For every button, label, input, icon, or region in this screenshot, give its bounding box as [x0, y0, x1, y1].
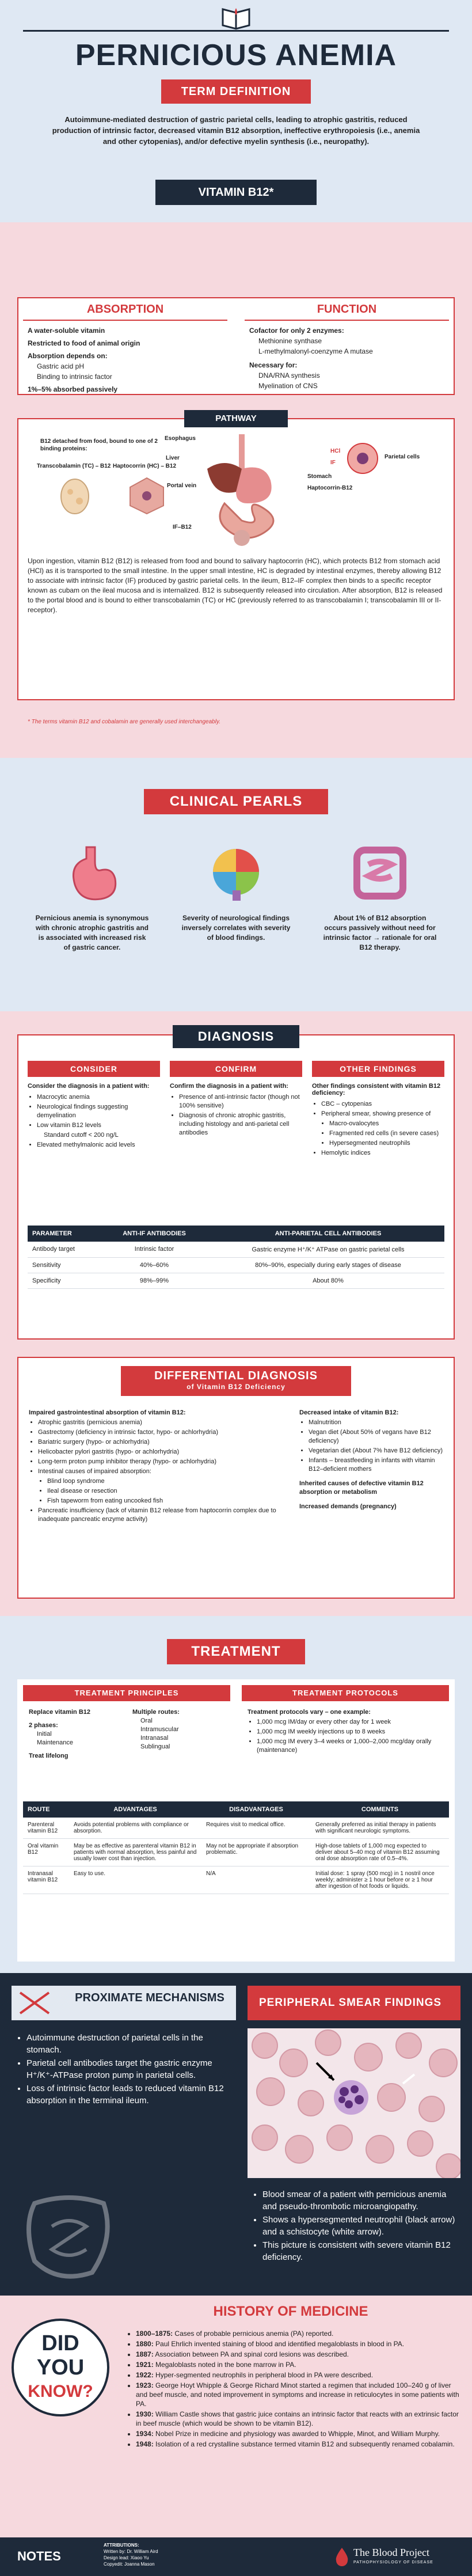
absorption-item: Restricted to food of animal origin: [28, 339, 140, 347]
differential-item: • Ileal disease or resection: [47, 1487, 282, 1496]
history-item: [136, 2440, 460, 2449]
pathway-banner: PATHWAY: [184, 410, 288, 427]
table-cell: High-dose tablets of 1,000 mcg expected to deliver about 5–40 mcg of vitamin B12 assuming oral dose absorption rate of 0.5–4%.: [311, 1839, 449, 1866]
confirm-lead: Confirm the diagnosis in a patient with:: [170, 1083, 288, 1090]
function-item: DNA/RNA synthesis: [258, 371, 320, 380]
badge-line: DID: [41, 2331, 79, 2355]
pathway-label-esophagus: Esophagus: [165, 435, 196, 442]
stomach-icon: [63, 844, 121, 902]
notes-label: NOTES: [17, 2549, 61, 2563]
pathway-label-hcl: HCl: [330, 448, 341, 454]
did-you-know-badge: [12, 2319, 109, 2416]
treatment-section: [0, 1616, 472, 1973]
consider-item: • Low vitamin B12 levels: [37, 1121, 160, 1130]
differential-item: • Atrophic gastritis (pernicious anemia): [38, 1418, 282, 1427]
brain-icon: [207, 844, 265, 902]
mechanisms-title: PROXIMATE MECHANISMS: [75, 1991, 224, 2004]
principle-item: Initial: [37, 1731, 52, 1737]
differential-right-inherited: Inherited causes of defective vitamin B12 absorption or metabolism: [299, 1480, 424, 1496]
history-year: 1800–1875:: [136, 2330, 173, 2338]
history-year: 1948:: [136, 2440, 154, 2448]
pathway-label-portal: Portal vein: [167, 483, 197, 489]
consider-title: CONSIDER: [28, 1061, 160, 1077]
history-text: Megaloblasts noted in the bone marrow in PA.: [155, 2361, 296, 2369]
history-item: [136, 2410, 460, 2428]
table-cell: Specificity: [28, 1273, 97, 1289]
table-cell: Easy to use.: [69, 1866, 201, 1894]
confirm-title: CONFIRM: [170, 1061, 302, 1077]
smear-title: PERIPHERAL SMEAR FINDINGS: [248, 1986, 460, 2020]
absorption-item: Absorption depends on:: [28, 352, 108, 360]
history-item: [136, 2381, 460, 2408]
absorption-item: Binding to intrinsic factor: [37, 373, 112, 381]
table-cell: Oral vitamin B12: [23, 1839, 69, 1866]
term-banner: TERM DEFINITION: [161, 79, 311, 104]
mechanism-item: • Loss of intrinsic factor leads to reduced vitamin B12 absorption in the terminal ileum.: [26, 2082, 224, 2107]
function-item: L-methylmalonyl-coenzyme A mutase: [258, 347, 373, 355]
table-cell: About 80%: [212, 1273, 444, 1289]
copyedit-label: Copyedit:: [104, 2562, 123, 2567]
history-item: [136, 2339, 460, 2349]
principle-item: Intramuscular: [140, 1726, 179, 1733]
header-rule: [23, 30, 449, 32]
history-year: 1923:: [136, 2381, 154, 2389]
differential-item: • Blind loop syndrome: [47, 1477, 282, 1486]
history-text: Paul Ehrlich invented staining of blood and identified megaloblasts in blood in PA.: [155, 2340, 405, 2348]
route-table-wrap: [23, 1801, 449, 1894]
book-icon: [220, 5, 252, 30]
blood-project-logo-icon: [334, 2547, 350, 2566]
protocol-item: • 1,000 mcg IM weekly injections up to 8 weeks: [257, 1728, 443, 1736]
table-cell: Initial dose: 1 spray (500 mcg) in 1 nostril once weekly; administer ≥ 1 hour before or ≥ 1 hour after ingestion of hot foods or liquids.: [311, 1866, 449, 1894]
principles-left: [29, 1708, 127, 1761]
bone-icon: [52, 476, 98, 516]
digestive-tract-icon: [184, 434, 299, 549]
table-cell: Intrinsic factor: [97, 1242, 212, 1258]
function-title: FUNCTION: [317, 303, 377, 316]
principle-item: Intranasal: [140, 1735, 169, 1742]
differential-item: • Pancreatic insufficiency (lack of vitamin B12 release from haptocorrin complex due to inadequate pancreatic enzyme activity): [38, 1507, 282, 1524]
mechanisms-header: [12, 1986, 236, 2020]
smear-item: • This picture is consistent with severe vitamin B12 deficiency.: [262, 2239, 460, 2263]
pearls-section: [0, 758, 472, 1011]
smear-item: • Shows a hypersegmented neutrophil (black arrow) and a schistocyte (white arrow).: [262, 2214, 460, 2238]
differential-left: [29, 1409, 282, 1525]
written-by-label: Written by:: [104, 2549, 126, 2554]
table-row: [28, 1242, 444, 1258]
antibody-table-header: PARAMETER: [28, 1226, 97, 1242]
table-cell: 98%–99%: [97, 1273, 212, 1289]
table-cell: 40%–60%: [97, 1258, 212, 1273]
history-item: [136, 2329, 460, 2338]
differential-subtitle: of Vitamin B12 Deficiency: [186, 1383, 286, 1391]
absorption-item: Gastric acid pH: [37, 362, 85, 370]
pathway-label-bound: B12 detached from food, bound to one of 2 binding proteins:: [40, 438, 158, 452]
table-row: [23, 1839, 449, 1866]
table-cell: Antibody target: [28, 1242, 97, 1258]
history-text: Nobel Prize in medicine and physiology was awarded to Whipple, Minot, and William Murphy.: [155, 2430, 440, 2438]
footer: [0, 2537, 472, 2576]
history-text: Association between PA and spinal cord lesions was described.: [155, 2350, 349, 2358]
other-item: • Peripheral smear, showing presence of: [321, 1110, 444, 1118]
other-title: OTHER FINDINGS: [312, 1061, 444, 1077]
table-cell: 80%–90%, especially during early stages of disease: [212, 1258, 444, 1273]
principle-item: Maintenance: [37, 1739, 73, 1746]
differential-right-demands: Increased demands (pregnancy): [299, 1503, 397, 1510]
differential-right: [299, 1409, 443, 1511]
antibody-table-header: ANTI-IF ANTIBODIES: [97, 1226, 212, 1242]
protocol-item: • 1,000 mcg IM/day or every other day for 1 week: [257, 1718, 443, 1727]
design-label: Design lead:: [104, 2555, 130, 2560]
route-table: [23, 1801, 449, 1894]
principle-item: Replace vitamin B12: [29, 1709, 90, 1716]
history-item: [136, 2429, 460, 2438]
absorption-item: A water-soluble vitamin: [28, 327, 105, 335]
badge-line: YOU: [36, 2355, 85, 2380]
mechanism-item: • Parietal cell antibodies target the gastric enzyme H⁺/K⁺-ATPase proton pump in parietal cells.: [26, 2057, 224, 2081]
principle-item: Sublingual: [140, 1743, 170, 1750]
other-lead: Other findings consistent with vitamin B12 deficiency:: [312, 1083, 441, 1097]
definition-text: Autoimmune-mediated destruction of gastric parietal cells, leading to atrophic gastritis, reduced production of intrinsic factor, decreased vitamin B12 absorption, ineffective erythropoiesis (i.e., anemia and other cytopenias), and/or defective myelin synthesis (i.e., neuropathy).: [52, 115, 420, 146]
differential-banner: [121, 1366, 351, 1396]
pathway-label-tc: Transcobalamin (TC) – B12: [37, 463, 111, 469]
absorption-item: 1%–5% absorbed passively: [28, 385, 118, 393]
principle-item: 2 phases:: [29, 1722, 58, 1729]
history-year: 1880:: [136, 2340, 154, 2348]
consider-item: • Macrocytic anemia: [37, 1093, 160, 1102]
diagnosis-banner: DIAGNOSIS: [173, 1025, 299, 1048]
antibody-table-header: ANTI-PARIETAL CELL ANTIBODIES: [212, 1226, 444, 1242]
other-item: • CBC – cytopenias: [321, 1100, 444, 1109]
attributions: [104, 2542, 158, 2567]
differential-title: DIFFERENTIAL DIAGNOSIS: [154, 1369, 318, 1382]
pathway-label-if: IF: [330, 460, 336, 466]
function-item: Necessary for:: [249, 361, 298, 369]
table-cell: Intranasal vitamin B12: [23, 1866, 69, 1894]
pathway-label-hc: Haptocorrin (HC) – B12: [113, 463, 177, 469]
history-text: William Castle shows that gastric juice contains an intrinsic factor that reacts with an extrinsic factor in beef muscle (which would be shown to be vitamin B12).: [136, 2410, 459, 2427]
differential-item: • Infants – breastfeeding in infants with vitamin B12–deficient mothers: [309, 1456, 443, 1474]
differential-item: • Bariatric surgery (hypo- or achlorhydria): [38, 1438, 282, 1447]
history-list: [127, 2328, 460, 2450]
logo-subtext: PATHOPHYSIOLOGY OF DISEASE: [353, 2560, 433, 2564]
history-text: Isolation of a red crystalline substance termed vitamin B12 and subsequently renamed cobalamin.: [155, 2440, 455, 2448]
differential-item: • Intestinal causes of impaired absorption:: [38, 1467, 282, 1476]
history-item: [136, 2350, 460, 2359]
blood-smear-image: [248, 2028, 460, 2178]
mechanism-item: • Autoimmune destruction of parietal cells in the stomach.: [26, 2032, 224, 2056]
consider-panel: [28, 1061, 160, 1151]
history-year: 1887:: [136, 2350, 154, 2358]
differential-item: • Helicobacter pylori gastritis (hypo- or achlorhydria): [38, 1448, 282, 1456]
table-cell: May be as effective as parenteral vitamin B12 in patients with normal absorption, less painful and usually lower cost than injection.: [69, 1839, 201, 1866]
smear-list: [253, 2187, 460, 2264]
other-item: • Hemolytic indices: [321, 1149, 444, 1158]
pathway-label-ifb12: IF–B12: [173, 524, 192, 530]
function-item: Cofactor for only 2 enzymes:: [249, 327, 344, 335]
pearls-banner: CLINICAL PEARLS: [144, 789, 328, 814]
table-cell: N/A: [201, 1866, 311, 1894]
differential-item: • Fish tapeworm from eating uncooked fish: [47, 1497, 282, 1505]
table-cell: Parenteral vitamin B12: [23, 1818, 69, 1839]
differential-item: • Vegan diet (About 50% of vegans have B12 deficiency): [309, 1428, 443, 1446]
vitamin-section: [0, 222, 472, 758]
pearl-item: Pernicious anemia is synonymous with chronic atrophic gastritis and is associated with increased risk of gastric cancer.: [35, 914, 149, 951]
table-cell: Avoids potential problems with compliance or absorption.: [69, 1818, 201, 1839]
history-text: Cases of probable pernicious anemia (PA) reported.: [174, 2330, 334, 2338]
confirm-item: • Diagnosis of chronic atrophic gastritis, including histology and anti-parietal cell antibodies: [179, 1111, 302, 1137]
confirm-panel: [170, 1061, 302, 1139]
route-table-header: ADVANTAGES: [69, 1801, 201, 1818]
mechanisms-smear-section: [0, 1973, 472, 2296]
function-item: Myelination of CNS: [258, 382, 318, 390]
principles-right: [132, 1708, 230, 1751]
consider-item: Standard cutoff < 200 ng/L: [44, 1132, 119, 1139]
other-panel: [312, 1061, 444, 1159]
table-row: [28, 1258, 444, 1273]
principle-item: Multiple routes:: [132, 1709, 180, 1716]
history-item: [136, 2360, 460, 2369]
parietal-cell-icon: [345, 441, 380, 476]
table-row: [23, 1818, 449, 1839]
principle-item: Oral: [140, 1717, 153, 1724]
intestine-illustration: [23, 2192, 115, 2284]
differential-right-lead: Decreased intake of vitamin B12:: [299, 1409, 399, 1416]
table-row: [23, 1866, 449, 1894]
history-item: [136, 2370, 460, 2380]
differential-item: • Malnutrition: [309, 1418, 443, 1427]
confirm-item: • Presence of anti-intrinsic factor (though not 100% sensitive): [179, 1093, 302, 1110]
pathway-label-stomach: Stomach: [307, 473, 332, 480]
consider-item: • Elevated methylmalonic acid levels: [37, 1141, 160, 1149]
history-year: 1934:: [136, 2430, 154, 2438]
table-cell: Sensitivity: [28, 1258, 97, 1273]
copyedit-value: Joanna Mason: [124, 2562, 155, 2567]
route-table-header: ROUTE: [23, 1801, 69, 1818]
written-by-value: Dr. William Aird: [127, 2549, 158, 2554]
antibody-table-wrap: [28, 1226, 444, 1289]
consider-lead: Consider the diagnosis in a patient with:: [28, 1083, 150, 1090]
consider-item: • Neurological findings suggesting demyelination: [37, 1103, 160, 1120]
differential-item: • Vegetarian diet (About 7% have B12 deficiency): [309, 1447, 443, 1455]
history-text: George Hoyt Whipple & George Richard Minot started a regimen that included 100–240 g of liver and beef muscle, and noted improvement in symptoms and increase in reticulocytes in some patients with PA.: [136, 2381, 459, 2408]
antibody-table: [28, 1226, 444, 1289]
protocol-item: • 1,000 mcg IM every 3–4 weeks or 1,000–2,000 mcg/day orally (maintenance): [257, 1737, 443, 1755]
diagnosis-section: [0, 1011, 472, 1616]
other-item: • Fragmented red cells (in severe cases): [329, 1129, 444, 1138]
principle-item: Treat lifelong: [29, 1752, 68, 1759]
page-title: PERNICIOUS ANEMIA: [75, 39, 397, 72]
history-section: [0, 2296, 472, 2537]
differential-left-lead: Impaired gastrointestinal absorption of vitamin B12:: [29, 1409, 186, 1416]
history-text: Hyper-segmented neutrophils in peripheral blood in PA were described.: [155, 2371, 374, 2379]
pathway-label-hapto2: Haptocorrin-B12: [307, 485, 353, 491]
protocols-lead: Treatment protocols vary – one example:: [248, 1709, 371, 1716]
smear-item: • Blood smear of a patient with pernicious anemia and pseudo-thrombotic microangiopathy.: [262, 2188, 460, 2213]
table-cell: Generally preferred as initial therapy in patients with significant neurologic symptoms.: [311, 1818, 449, 1839]
pathway-footnote: * The terms vitamin B12 and cobalamin are generally used interchangeably.: [28, 719, 220, 725]
intestine-icon: [351, 844, 409, 902]
pathway-text: Upon ingestion, vitamin B12 (B12) is released from food and bound to salivary haptocorrin (HC), which protects B12 from stomach acid (HCl) as it is transported to the small intestine. In the upper small intestine, HC is degraded by intestinal enzymes, thereby allowing B12 to associate with intrinsic factor (IF) produced by gastric parietal cells. In the ileum, B12–IF complex then binds to a specific receptor known as cubam on the ileal mucosa and is internalized. B12 is subsequently released into circulation. After absorption, B12 is released to the portal blood and is bound to either transcobalamin (TC) or HC (previously referred to as transcobalamin I; transcobalamin III or II-receptor).: [28, 557, 443, 614]
treatment-banner: TREATMENT: [167, 1639, 305, 1664]
principles-title: TREATMENT PRINCIPLES: [23, 1685, 230, 1701]
absorption-panel: [23, 303, 227, 394]
header-section: [0, 0, 472, 222]
protocols-body: [248, 1708, 443, 1756]
dna-icon: [17, 1990, 52, 2016]
other-item: • Macro-ovalocytes: [329, 1120, 444, 1128]
function-panel: [245, 303, 449, 391]
history-year: 1922:: [136, 2371, 154, 2379]
pathway-label-liver: Liver: [166, 455, 180, 461]
protocols-title: TREATMENT PROTOCOLS: [242, 1685, 449, 1701]
pathway-label-parietal: Parietal cells: [385, 454, 420, 460]
design-value: Xiaoo Yu: [130, 2555, 149, 2560]
other-item: • Hypersegmented neutrophils: [329, 1139, 444, 1148]
attributions-label: ATTRIBUTIONS:: [104, 2543, 139, 2548]
history-year: 1921:: [136, 2361, 154, 2369]
mechanisms-list: [17, 2031, 224, 2108]
function-item: Methionine synthase: [258, 337, 322, 345]
history-year: 1930:: [136, 2410, 154, 2418]
differential-item: • Gastrectomy (deficiency in intrinsic factor, hypo- or achlorhydria): [38, 1428, 282, 1437]
badge-line: KNOW?: [28, 2382, 93, 2401]
table-cell: Requires visit to medical office.: [201, 1818, 311, 1839]
route-table-header: DISADVANTAGES: [201, 1801, 311, 1818]
liver-cell-icon: [127, 476, 167, 516]
pearl-item: Severity of neurological findings inversely correlates with severity of blood findings.: [181, 914, 291, 942]
table-row: [28, 1273, 444, 1289]
table-cell: May not be appropriate if absorption problematic.: [201, 1839, 311, 1866]
differential-item: • Long-term proton pump inhibitor therapy (hypo- or achlorhydria): [38, 1458, 282, 1466]
history-title: HISTORY OF MEDICINE: [213, 2304, 368, 2319]
table-cell: Gastric enzyme H⁺/K⁺ ATPase on gastric parietal cells: [212, 1242, 444, 1258]
pearl-item: About 1% of B12 absorption occurs passively without need for intrinsic factor → rationale for oral B12 therapy.: [323, 914, 437, 951]
logo-text: The Blood Project: [353, 2547, 429, 2558]
vitamin-banner: VITAMIN B12*: [155, 180, 317, 205]
route-table-header: COMMENTS: [311, 1801, 449, 1818]
absorption-title: ABSORPTION: [86, 303, 164, 316]
